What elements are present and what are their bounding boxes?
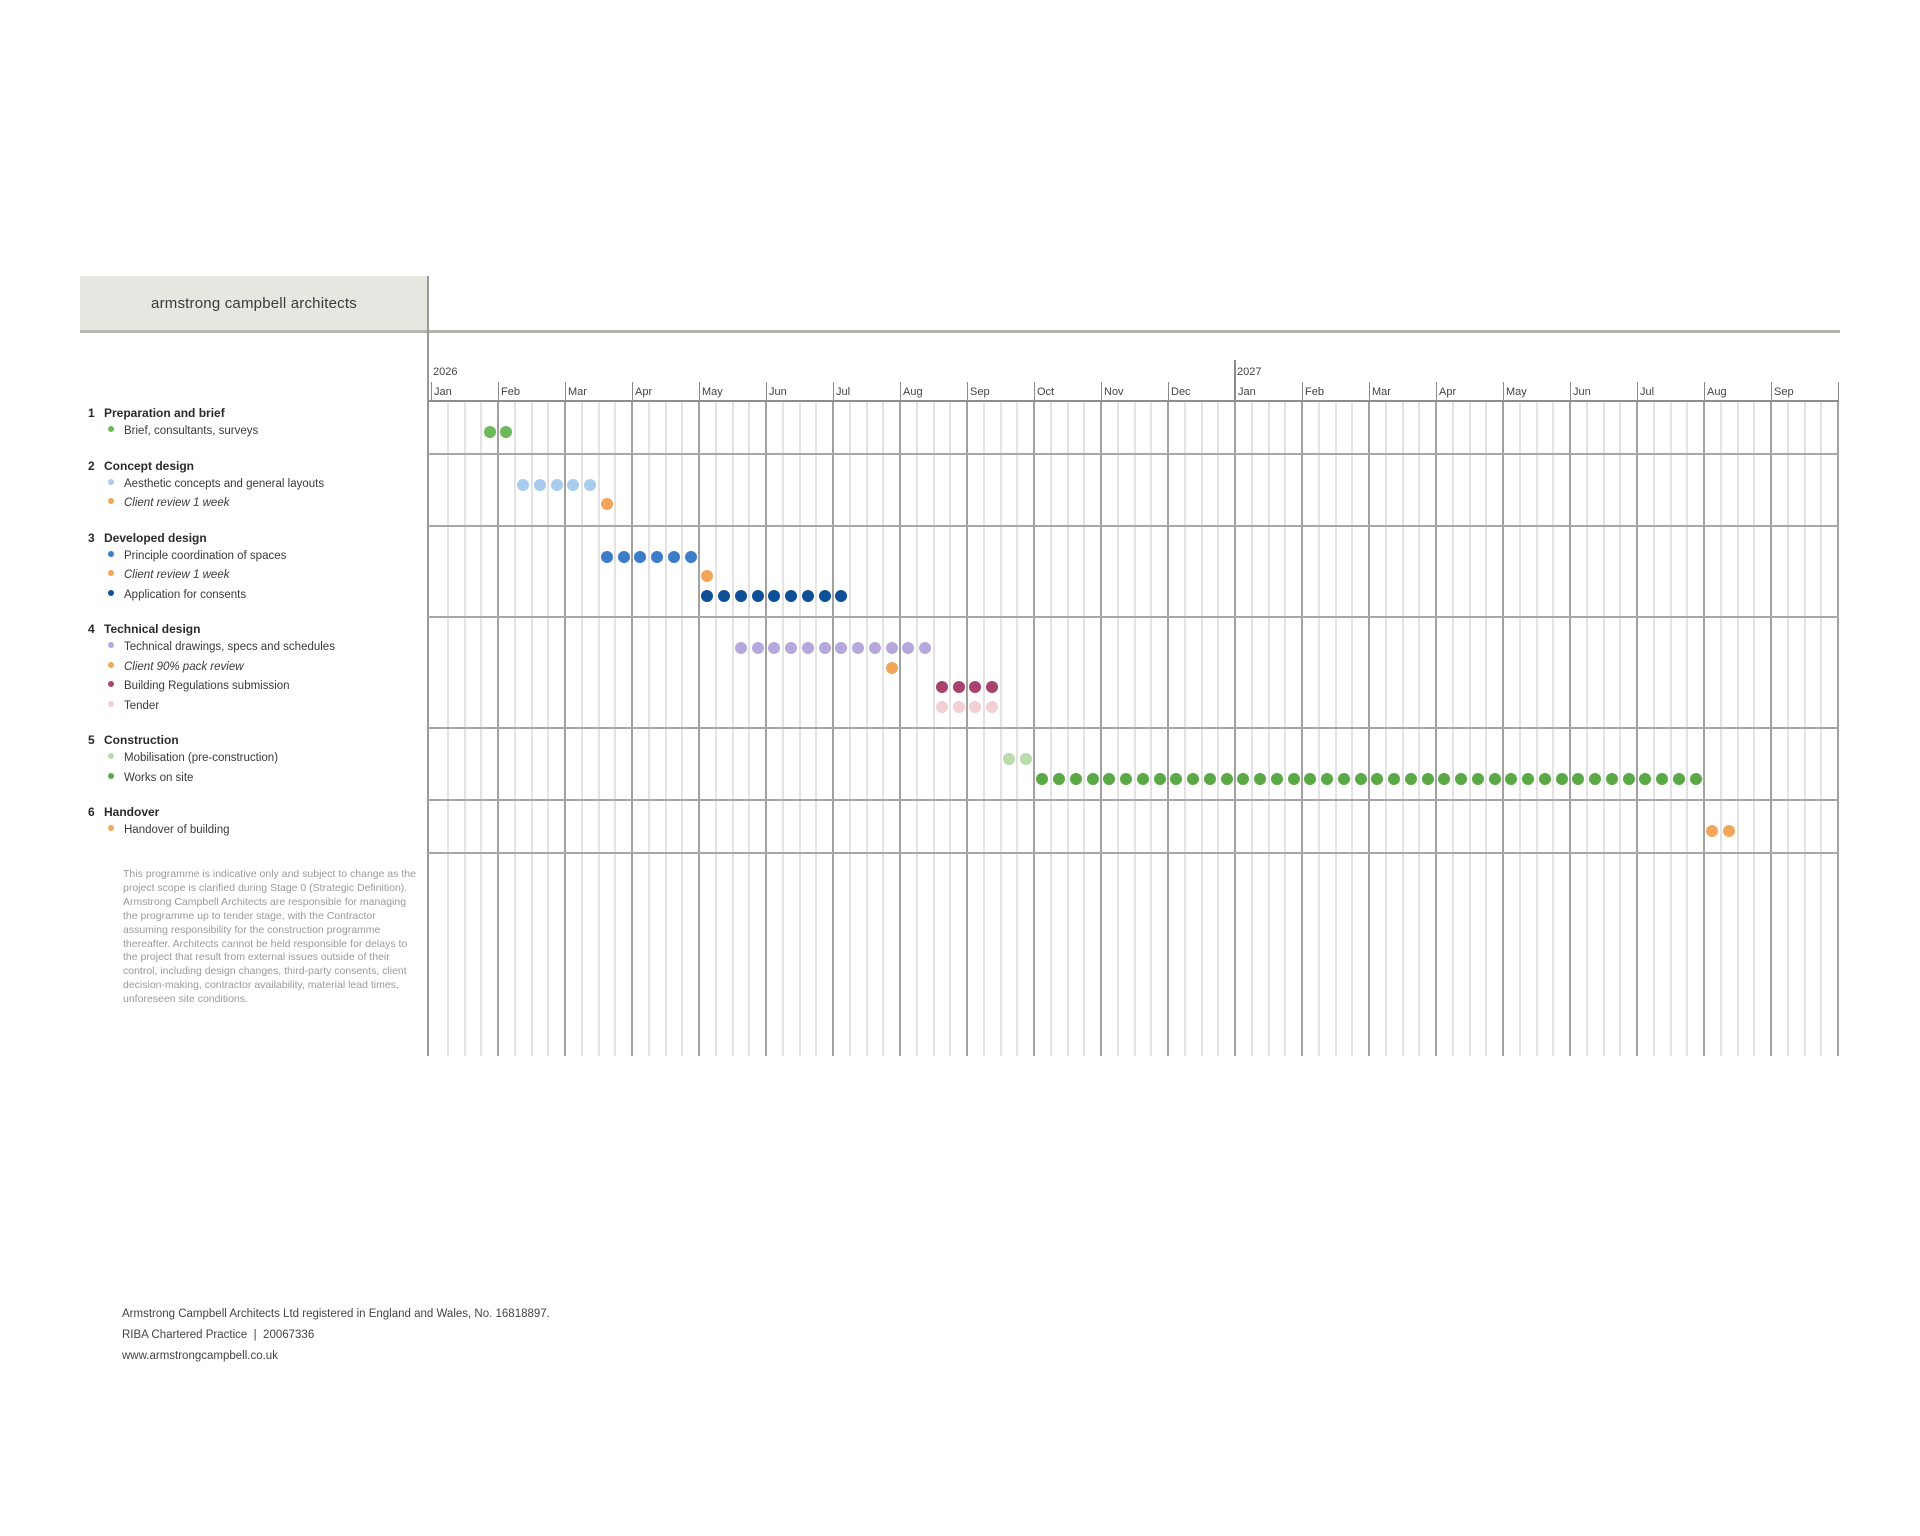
- row-divider: [428, 616, 1839, 618]
- task-dot: [1723, 825, 1735, 837]
- task-dot: [919, 642, 931, 654]
- legend-bullet-icon: [108, 701, 114, 707]
- task-dot: [601, 551, 613, 563]
- month-tick: [1436, 382, 1437, 401]
- task-dot: [1237, 773, 1249, 785]
- task-dot: [752, 642, 764, 654]
- month-label: Jun: [1573, 386, 1591, 398]
- disclaimer-text: This programme is indicative only and subject to change as the project scope is clarified during Stage 0 (Strategic Definition). Armstrong Campbell Architects are responsible for managing the programme up to tender stage, with the Contractor assuming responsibility for the construction programme thereafter. Architects cannot be held responsible for delays to the project that result from external issues outside of their control, including design changes, third-party consents, client decision-making, contractor availability, material lead times, unforeseen site conditions.: [123, 868, 416, 1006]
- task-dot: [735, 642, 747, 654]
- task-dot: [802, 590, 814, 602]
- task-dot: [634, 551, 646, 563]
- task-dot: [1438, 773, 1450, 785]
- legend-bullet-icon: [108, 426, 114, 432]
- phase-title: Preparation and brief: [104, 406, 225, 420]
- task-label: Brief, consultants, surveys: [124, 425, 259, 437]
- legend-bullet-icon: [108, 551, 114, 557]
- row-divider: [428, 852, 1839, 854]
- legend-bullet-icon: [108, 662, 114, 668]
- month-tick: [498, 382, 499, 401]
- legend-bullet-icon: [108, 642, 114, 648]
- phase-title: Concept design: [104, 458, 195, 473]
- task-dot: [618, 551, 630, 563]
- task-dot: [1053, 773, 1065, 785]
- task-dot: [701, 590, 713, 602]
- grid-top-line: [428, 400, 1839, 402]
- task-dot: [936, 681, 948, 693]
- task-dot: [1505, 773, 1517, 785]
- month-tick: [699, 382, 700, 401]
- month-label: Dec: [1171, 386, 1191, 398]
- task-dot: [1656, 773, 1668, 785]
- task-dot: [819, 590, 831, 602]
- month-tick: [1369, 382, 1370, 401]
- task-dot: [1690, 773, 1702, 785]
- month-label: Jun: [769, 386, 787, 398]
- month-tick: [1101, 382, 1102, 401]
- month-tick: [1637, 382, 1638, 401]
- task-dot: [1556, 773, 1568, 785]
- task-dot: [735, 590, 747, 602]
- row-divider: [428, 453, 1839, 455]
- task-label: Works on site: [124, 771, 194, 784]
- task-label: Client review 1 week: [124, 497, 230, 509]
- task-dot: [869, 642, 881, 654]
- task-dot: [1154, 773, 1166, 785]
- task-label: Technical drawings, specs and schedules: [124, 641, 335, 653]
- month-label: May: [1506, 386, 1527, 398]
- task-dot: [1120, 773, 1132, 785]
- task-dot: [1221, 773, 1233, 785]
- task-dot: [1623, 773, 1635, 785]
- month-label: May: [702, 386, 723, 398]
- phase-number: 1: [88, 406, 95, 420]
- task-label: Tender: [124, 699, 160, 712]
- month-tick: [766, 382, 767, 401]
- task-label: Mobilisation (pre-construction): [124, 752, 279, 764]
- task-dot: [484, 426, 496, 438]
- task-dot: [1405, 773, 1417, 785]
- footer-registration: Armstrong Campbell Architects Ltd registered in England and Wales, No. 16818897.: [122, 1308, 550, 1320]
- month-tick: [1503, 382, 1504, 401]
- year-label: 2026: [433, 366, 458, 378]
- task-dot: [886, 642, 898, 654]
- month-tick: [632, 382, 633, 401]
- task-dot: [601, 498, 613, 510]
- task-dot: [886, 662, 898, 674]
- month-label: Feb: [501, 386, 520, 398]
- task-dot: [534, 479, 546, 491]
- task-dot: [1271, 773, 1283, 785]
- legend-bullet-icon: [108, 753, 114, 759]
- task-dot: [986, 681, 998, 693]
- row-divider: [428, 799, 1839, 801]
- task-dot: [953, 701, 965, 713]
- month-label: Mar: [1372, 386, 1391, 398]
- month-label: Jul: [836, 386, 851, 398]
- task-dot: [802, 642, 814, 654]
- phase-title: Handover: [104, 805, 160, 819]
- task-dot: [1371, 773, 1383, 785]
- task-label: Application for consents: [124, 588, 247, 601]
- task-dot: [835, 642, 847, 654]
- phase-number: 3: [88, 530, 95, 545]
- task-dot: [902, 642, 914, 654]
- row-divider: [428, 727, 1839, 729]
- task-dot: [668, 551, 680, 563]
- row-divider: [428, 525, 1839, 527]
- task-dot: [1036, 773, 1048, 785]
- task-dot: [500, 426, 512, 438]
- task-dot: [785, 590, 797, 602]
- month-tick: [1838, 382, 1839, 401]
- task-dot: [953, 681, 965, 693]
- task-dot: [1472, 773, 1484, 785]
- task-dot: [517, 479, 529, 491]
- month-label: Oct: [1037, 386, 1055, 398]
- task-dot: [852, 642, 864, 654]
- task-dot: [584, 479, 596, 491]
- task-label: Aesthetic concepts and general layouts: [124, 477, 325, 490]
- legend-bullet-icon: [108, 681, 114, 687]
- month-label: Mar: [568, 386, 587, 398]
- task-dot: [1321, 773, 1333, 785]
- month-label: Jul: [1640, 386, 1655, 398]
- task-dot: [1422, 773, 1434, 785]
- task-dot: [819, 642, 831, 654]
- task-dot: [1572, 773, 1584, 785]
- task-dot: [936, 701, 948, 713]
- legend-bullet-icon: [108, 498, 114, 504]
- task-dot: [1204, 773, 1216, 785]
- task-dot: [1288, 773, 1300, 785]
- month-tick: [431, 382, 432, 401]
- brand-name: armstrong campbell architects: [151, 294, 357, 312]
- task-label: Building Regulations submission: [124, 680, 290, 692]
- footer-website[interactable]: www.armstrongcampbell.co.uk: [122, 1350, 278, 1362]
- task-label: Client 90% pack review: [124, 660, 244, 673]
- phase-number: 2: [88, 458, 95, 473]
- task-dot: [701, 570, 713, 582]
- task-dot: [1003, 753, 1015, 765]
- month-tick: [565, 382, 566, 401]
- phase-number: 6: [88, 805, 95, 819]
- phase-number: 5: [88, 733, 95, 747]
- task-dot: [785, 642, 797, 654]
- month-label: Sep: [970, 386, 990, 398]
- task-label: Handover of building: [124, 824, 230, 836]
- legend-bullet-icon: [108, 590, 114, 596]
- month-tick: [1570, 382, 1571, 401]
- task-dot: [1522, 773, 1534, 785]
- month-tick: [1302, 382, 1303, 401]
- phase-number: 4: [88, 622, 95, 636]
- task-dot: [768, 590, 780, 602]
- month-tick: [967, 382, 968, 401]
- phase-title: Technical design: [104, 622, 201, 636]
- task-label: Principle coordination of spaces: [124, 549, 287, 562]
- task-dot: [1087, 773, 1099, 785]
- month-label: Nov: [1104, 386, 1124, 398]
- task-dot: [1539, 773, 1551, 785]
- month-label: Aug: [903, 386, 923, 398]
- header-rule: [80, 330, 1840, 333]
- footer-riba: RIBA Chartered Practice | 20067336: [122, 1329, 315, 1341]
- task-dot: [1338, 773, 1350, 785]
- month-label: Apr: [635, 386, 653, 398]
- task-dot: [1170, 773, 1182, 785]
- legend-bullet-icon: [108, 570, 114, 576]
- legend-bullet-icon: [108, 479, 114, 485]
- month-label: Aug: [1707, 386, 1727, 398]
- task-dot: [1589, 773, 1601, 785]
- month-label: Apr: [1439, 386, 1457, 398]
- task-dot: [1187, 773, 1199, 785]
- year-label: 2027: [1237, 366, 1262, 378]
- task-dot: [969, 701, 981, 713]
- task-dot: [1254, 773, 1266, 785]
- task-dot: [1673, 773, 1685, 785]
- month-label: Jan: [434, 386, 452, 398]
- brand-header: [80, 276, 428, 330]
- phase-title: Developed design: [104, 530, 207, 545]
- task-dot: [1639, 773, 1651, 785]
- task-dot: [969, 681, 981, 693]
- month-tick: [1235, 382, 1236, 401]
- task-dot: [835, 590, 847, 602]
- task-dot: [718, 590, 730, 602]
- task-dot: [1355, 773, 1367, 785]
- phase-title: Construction: [104, 733, 179, 747]
- task-dot: [768, 642, 780, 654]
- month-tick: [900, 382, 901, 401]
- task-dot: [1606, 773, 1618, 785]
- task-dot: [685, 551, 697, 563]
- chart-left-divider: [427, 276, 429, 1056]
- task-label: Client review 1 week: [124, 569, 230, 581]
- task-dot: [1489, 773, 1501, 785]
- legend-bullet-icon: [108, 825, 114, 831]
- task-dot: [1070, 773, 1082, 785]
- task-dot: [1103, 773, 1115, 785]
- month-tick: [1704, 382, 1705, 401]
- task-dot: [551, 479, 563, 491]
- task-dot: [567, 479, 579, 491]
- task-dot: [1388, 773, 1400, 785]
- task-dot: [752, 590, 764, 602]
- month-label: Sep: [1774, 386, 1794, 398]
- task-dot: [1455, 773, 1467, 785]
- month-label: Feb: [1305, 386, 1324, 398]
- month-tick: [1168, 382, 1169, 401]
- task-dot: [1706, 825, 1718, 837]
- month-tick: [1771, 382, 1772, 401]
- legend-bullet-icon: [108, 773, 114, 779]
- month-tick: [833, 382, 834, 401]
- month-label: Jan: [1238, 386, 1256, 398]
- task-dot: [1137, 773, 1149, 785]
- month-tick: [1034, 382, 1035, 401]
- task-dot: [1020, 753, 1032, 765]
- task-dot: [651, 551, 663, 563]
- task-dot: [986, 701, 998, 713]
- task-dot: [1304, 773, 1316, 785]
